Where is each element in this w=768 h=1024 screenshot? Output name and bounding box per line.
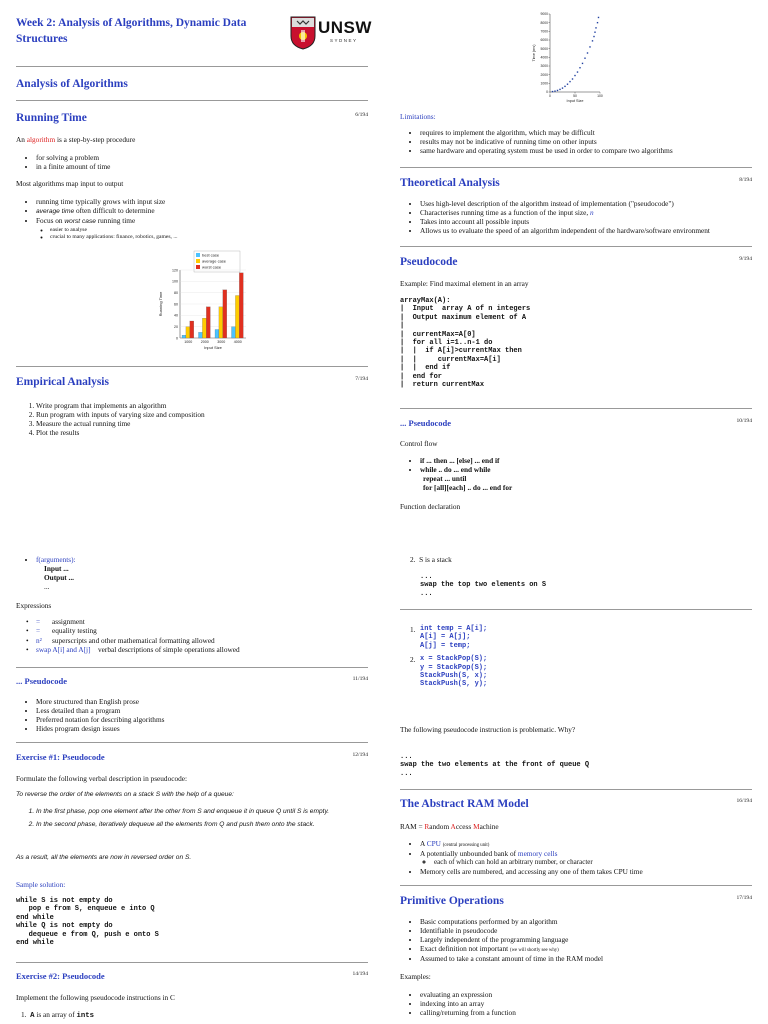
list-item-text: if ... then ... [else] ... end if xyxy=(420,456,500,465)
x-tick-label: 4000 xyxy=(233,340,242,344)
running-time-bar-chart xyxy=(150,250,250,350)
list-item-text: running time xyxy=(95,216,136,226)
y-tick-label: 0 xyxy=(176,336,178,341)
limitations-label: Limitations: xyxy=(400,112,436,121)
data-point xyxy=(579,67,580,68)
pseudocode-example: Example: Find maximal element in an array xyxy=(400,279,529,288)
data-point xyxy=(557,90,558,91)
bar xyxy=(190,321,194,338)
divider xyxy=(400,885,752,886)
page-number: 16/194 xyxy=(736,798,752,804)
list-item: • calling/returning from a function xyxy=(420,1008,752,1017)
sample-solution-code: while S is not empty do pop e from S, enqueue e into Q end while while Q is not empty do dequeue e from Q, push e onto S end while xyxy=(16,897,159,947)
expression-symbol: n² xyxy=(36,635,42,645)
exercise-1-task: To reverse the order of the elements on a stack S with the help of a queue: xyxy=(16,791,234,798)
page-number: 12/194 xyxy=(352,752,368,758)
bar xyxy=(206,307,210,338)
empirical-scatter-chart xyxy=(530,8,610,108)
data-point xyxy=(559,89,560,90)
bullet: • xyxy=(26,626,29,636)
expressions-label: Expressions xyxy=(16,601,52,610)
intro-prefix: An xyxy=(16,135,27,144)
list-item: • Identifiable in pseudocode xyxy=(420,926,752,935)
bar xyxy=(182,335,186,338)
f-dots: ... xyxy=(44,582,50,592)
list-item: • Hides program design issues xyxy=(36,724,368,733)
cpu-note: (central processing unit) xyxy=(442,843,490,848)
solution-number: 1. xyxy=(410,625,416,634)
empirical-steps xyxy=(16,401,368,437)
data-point xyxy=(597,22,598,23)
expression-row xyxy=(16,617,368,626)
slide-title-pseudocode-3: ... Pseudocode xyxy=(16,676,67,686)
y-tick-label: 0 xyxy=(546,90,548,95)
ram-m: M xyxy=(473,822,480,831)
divider xyxy=(400,246,752,247)
list-item xyxy=(420,465,752,492)
list-item-text: A xyxy=(420,839,427,848)
ram-bullets xyxy=(400,839,752,876)
expressions-list xyxy=(16,617,368,655)
list-item: • requires to implement the algorithm, which may be difficult xyxy=(420,128,752,137)
expression-row xyxy=(16,645,368,654)
list-item xyxy=(420,839,752,849)
y-axis-label: Time (ms) xyxy=(532,44,536,62)
bullet: • xyxy=(26,645,29,655)
list-item: ◦ easier to analyse xyxy=(50,227,368,234)
x-tick-label: 1000 xyxy=(184,340,193,344)
y-axis-label: Running Time xyxy=(158,291,163,317)
data-point xyxy=(564,86,565,87)
solution-2-code: x = StackPop(S); y = StackPop(S); StackPush(S, x); StackPush(S, y); xyxy=(420,655,488,689)
logo-subtext: SYDNEY xyxy=(330,38,358,43)
list-item xyxy=(36,206,368,216)
intro-suffix: is a step-by-step procedure xyxy=(55,135,136,144)
expression-desc: superscripts and other mathematical formatting allowed xyxy=(52,635,215,645)
control-flow-list xyxy=(400,456,752,492)
f-arguments: f(arguments): xyxy=(36,555,76,564)
bar xyxy=(223,290,227,338)
list-item: • results may not be indicative of running time on other inputs xyxy=(420,137,752,146)
ram-r: R xyxy=(424,822,430,831)
f-output xyxy=(36,573,368,582)
examples-label: Examples: xyxy=(400,972,431,981)
list-item-text: repeat ... until xyxy=(423,474,467,484)
y-tick-label: 4000 xyxy=(540,55,548,60)
list-item: • Less detailed than a program xyxy=(36,706,368,715)
exercise-2-solution xyxy=(400,625,752,689)
x-axis-label: Input Size xyxy=(566,99,584,103)
divider xyxy=(16,66,368,67)
bar xyxy=(202,318,206,338)
slide-title-exercise-1: Exercise #1: Pseudocode xyxy=(16,752,105,762)
divider xyxy=(16,667,368,668)
list-item: 1. Write program that implements an algorithm xyxy=(36,401,368,410)
data-point xyxy=(584,58,585,59)
solution-2 xyxy=(400,655,752,689)
solution-number: 2. xyxy=(410,655,416,665)
control-flow-label: Control flow xyxy=(400,439,438,448)
data-point xyxy=(569,81,570,82)
control-flow-repeat xyxy=(420,474,752,483)
data-point xyxy=(582,63,583,64)
bar xyxy=(235,296,239,339)
divider xyxy=(400,789,752,790)
legend-swatch xyxy=(196,253,200,257)
algorithm-link[interactable]: algorithm xyxy=(26,135,56,144)
slide-title-theoretical-analysis: Theoretical Analysis xyxy=(400,177,500,189)
page-number: 8/194 xyxy=(739,177,752,183)
divider xyxy=(400,609,752,610)
list-item: ◦ crucial to many applications: finance, robotics, games, ... xyxy=(50,234,368,241)
array-a: A xyxy=(30,1012,35,1020)
sub-list xyxy=(36,227,368,241)
list-item-text: for [all][each] .. do ... end for xyxy=(423,483,513,493)
list-item: • More structured than English prose xyxy=(36,697,368,706)
list-item xyxy=(420,944,752,954)
y-tick-label: 3000 xyxy=(540,64,548,69)
x-tick-label: 100 xyxy=(597,94,603,98)
expression-desc: equality testing xyxy=(52,626,97,636)
data-point xyxy=(587,52,588,53)
y-tick-label: 7000 xyxy=(540,29,548,34)
data-point xyxy=(594,32,595,33)
data-point xyxy=(589,46,590,47)
exercise-1-intro: Formulate the following verbal description in pseudocode: xyxy=(16,774,188,783)
divider xyxy=(16,100,368,101)
legend-label: worst case xyxy=(202,264,222,270)
data-point xyxy=(577,71,578,72)
slide-title-pseudocode-2: ... Pseudocode xyxy=(400,418,451,428)
x-axis-label: Input Size xyxy=(204,345,222,350)
list-item: • Largely independent of the programming language xyxy=(420,935,752,944)
bar xyxy=(199,332,203,338)
ram-ccess: ccess xyxy=(455,822,474,831)
expression-row xyxy=(16,636,368,645)
exercise-2-intro: Implement the following pseudocode instructions in C xyxy=(16,993,175,1002)
list-item: • for solving a problem xyxy=(36,153,368,162)
page-number: 9/194 xyxy=(739,256,752,262)
list-item: • in a finite amount of time xyxy=(36,162,368,171)
expression-row xyxy=(16,626,368,635)
unsw-logo xyxy=(290,16,370,52)
ram-achine: achine xyxy=(479,822,499,831)
bullet: • xyxy=(26,617,29,626)
data-point xyxy=(567,84,568,85)
divider xyxy=(400,408,752,409)
list-item: • Basic computations performed by an algorithm xyxy=(420,917,752,926)
exercise-2-item-1: 1. A is an array of ints xyxy=(21,1010,94,1020)
legend-swatch xyxy=(196,259,200,263)
f-output-text: Output ... xyxy=(44,573,75,583)
theoretical-bullets xyxy=(400,199,752,235)
y-tick-label: 60 xyxy=(174,302,178,307)
y-tick-label: 6000 xyxy=(540,38,548,43)
divider xyxy=(16,962,368,963)
y-tick-label: 5000 xyxy=(540,46,548,51)
y-tick-label: 9000 xyxy=(540,12,548,17)
exercise-1-result: As a result, all the elements are now in reversed order on S. xyxy=(16,854,192,861)
list-item: • indexing into an array xyxy=(420,999,752,1008)
list-item xyxy=(420,849,752,867)
section-heading: Analysis of Algorithms xyxy=(16,78,128,90)
data-point xyxy=(572,78,573,79)
arraymax-code: arrayMax(A): | Input array A of n integers | Output maximum element of A | | currentMax=A[0] | for all i=1..n-1 do | | if A[i]>currentMax then | | currentMax=A[i] | | end if | end for | return currentMax xyxy=(400,297,531,389)
memory-cells-link[interactable]: memory cells xyxy=(517,848,558,858)
expression-desc: verbal descriptions of simple operations allowed xyxy=(98,645,240,655)
legend-swatch xyxy=(196,265,200,269)
logo-text: UNSW xyxy=(318,18,372,37)
swap-stack-code: ... swap the top two elements on S ... xyxy=(420,573,547,598)
list-item: 4. Plot the results xyxy=(36,428,368,437)
list-item: ◦ each of which can hold an arbitrary number, or character xyxy=(434,858,752,867)
bar xyxy=(186,327,190,338)
page-number: 10/194 xyxy=(736,418,752,424)
ram-definition xyxy=(400,822,752,831)
legend-label: average case xyxy=(202,258,227,264)
primitive-bullets xyxy=(400,917,752,963)
exercise-2-item-2: 2. S is a stack xyxy=(410,555,452,564)
y-tick-label: 120 xyxy=(172,268,178,273)
running-time-para: Most algorithms map input to output xyxy=(16,179,124,188)
document-title-line2: Structures xyxy=(16,32,68,45)
list-item-text: often difficult to determine xyxy=(74,206,155,216)
bar xyxy=(219,307,223,338)
pseudocode-bullets xyxy=(16,697,368,733)
variable-n: n xyxy=(590,208,594,218)
y-tick-label: 1000 xyxy=(540,81,548,86)
list-item xyxy=(36,555,368,591)
y-tick-label: 100 xyxy=(172,279,178,284)
data-point xyxy=(574,75,575,76)
f-input xyxy=(36,564,368,573)
list-item: • Uses high-level description of the algorithm instead of implementation ("pseudocode") xyxy=(420,199,752,208)
exercise-2-item-1-text: is an array of xyxy=(34,1010,77,1019)
list-item: • Allows us to evaluate the speed of an algorithm independent of the hardware/software environment xyxy=(420,226,752,235)
list-item: 3. Measure the actual running time xyxy=(36,419,368,428)
legend-label: best case xyxy=(202,252,220,258)
function-declaration-list xyxy=(16,555,368,591)
x-tick-label: 50 xyxy=(573,94,577,98)
solution-1-code: int temp = A[i]; A[i] = A[j]; A[j] = temp; xyxy=(420,625,488,650)
expression-symbol: = xyxy=(36,617,41,626)
emphasis: average time xyxy=(36,208,75,216)
f-input-text: Input ... xyxy=(44,564,69,574)
function-declaration-label: Function declaration xyxy=(400,502,461,511)
slide-title-running-time: Running Time xyxy=(16,112,87,124)
list-item: • Preferred notation for describing algorithms xyxy=(36,715,368,724)
sample-solution-label: Sample solution: xyxy=(16,880,66,889)
divider xyxy=(16,366,368,367)
page-number: 11/194 xyxy=(352,676,368,682)
ram-a: A xyxy=(450,822,456,831)
list-item: • Memory cells are numbered, and accessing any one of them takes CPU time xyxy=(420,867,752,876)
list-item-text: A potentially unbounded bank of xyxy=(420,848,518,858)
list-item: 2. Run program with inputs of varying size and composition xyxy=(36,410,368,419)
running-time-bullets xyxy=(16,153,368,171)
y-tick-label: 80 xyxy=(174,290,178,295)
data-point xyxy=(593,36,594,37)
data-point xyxy=(595,27,596,28)
bar xyxy=(239,273,243,338)
limitations-list xyxy=(400,128,752,155)
running-time-intro xyxy=(16,135,368,144)
ram-andom: andom xyxy=(429,822,451,831)
list-item: • evaluating an expression xyxy=(420,990,752,999)
expression-desc: assignment xyxy=(52,617,85,626)
list-item xyxy=(36,216,368,240)
unsw-crest-icon xyxy=(290,16,316,50)
ints-type: ints xyxy=(76,1012,94,1020)
slide-title-ram-model: The Abstract RAM Model xyxy=(400,798,529,810)
running-time-bullets-2 xyxy=(16,197,368,241)
slide-title-exercise-2: Exercise #2: Pseudocode xyxy=(16,971,105,981)
exercise-2-item-2-text: S is a stack xyxy=(419,555,452,564)
list-item: • running time typically grows with input size xyxy=(36,197,368,206)
primitive-note: (we will shortly see why) xyxy=(509,948,559,954)
list-item: • Assumed to take a constant amount of time in the RAM model xyxy=(420,954,752,963)
page-number: 17/194 xyxy=(736,895,752,901)
list-item: • Takes into account all possible inputs xyxy=(420,217,752,226)
data-point xyxy=(552,91,553,92)
examples-list xyxy=(400,990,752,1017)
list-item-text: Exact definition not important xyxy=(420,944,509,954)
problematic-question: The following pseudocode instruction is problematic. Why? xyxy=(400,725,576,734)
list-item-text: Focus on xyxy=(36,216,65,226)
data-point xyxy=(554,90,555,91)
bar xyxy=(232,327,236,338)
list-item-text: Characterises running time as a function of the input size, xyxy=(420,208,591,218)
solution-1 xyxy=(400,625,752,650)
data-point xyxy=(592,40,593,41)
cpu-link[interactable]: CPU xyxy=(426,839,441,848)
bullet: • xyxy=(26,635,29,645)
control-flow-for xyxy=(420,483,752,492)
emphasis: worst case xyxy=(64,218,96,226)
chart-legend xyxy=(194,251,240,272)
list-item-text: while .. do ... end while xyxy=(420,465,491,475)
document-title-line1: Week 2: Analysis of Algorithms, Dynamic Data xyxy=(16,17,247,29)
page-number: 6/194 xyxy=(355,112,368,118)
list-item: • same hardware and operating system must be used in order to compare two algorithms xyxy=(420,146,752,155)
divider xyxy=(400,167,752,168)
page-number: 14/194 xyxy=(352,971,368,977)
y-tick-label: 8000 xyxy=(540,20,548,25)
list-item xyxy=(420,456,752,465)
data-point xyxy=(598,17,599,18)
bar xyxy=(215,330,219,339)
page-number: 7/194 xyxy=(355,376,368,382)
ram-prefix: RAM = xyxy=(400,822,425,831)
list-item xyxy=(420,208,752,217)
x-tick-label: 0 xyxy=(549,94,551,98)
swap-queue-code: ... swap the two elements at the front of queue Q ... xyxy=(400,753,590,778)
expression-symbol: = xyxy=(36,626,41,636)
slide-title-empirical-analysis: Empirical Analysis xyxy=(16,376,109,388)
expression-symbol: swap A[i] and A[j] xyxy=(36,645,91,655)
slide-title-primitive-operations: Primitive Operations xyxy=(400,895,504,907)
data-point xyxy=(562,87,563,88)
list-item: 2. In the second phase, iteratively dequeue all the elements from Q and push them onto the stack. xyxy=(36,821,368,829)
slide-title-pseudocode: Pseudocode xyxy=(400,256,458,268)
sub-list xyxy=(420,858,752,867)
x-tick-label: 3000 xyxy=(217,340,226,344)
exercise-1-steps xyxy=(16,808,368,829)
y-tick-label: 20 xyxy=(174,324,178,329)
y-tick-label: 2000 xyxy=(540,72,548,77)
list-item: 1. In the first phase, pop one element after the other from S and enqueue it in queue Q until S is empty. xyxy=(36,808,368,816)
y-tick-label: 40 xyxy=(174,313,178,318)
divider xyxy=(16,742,368,743)
x-tick-label: 2000 xyxy=(200,340,209,344)
